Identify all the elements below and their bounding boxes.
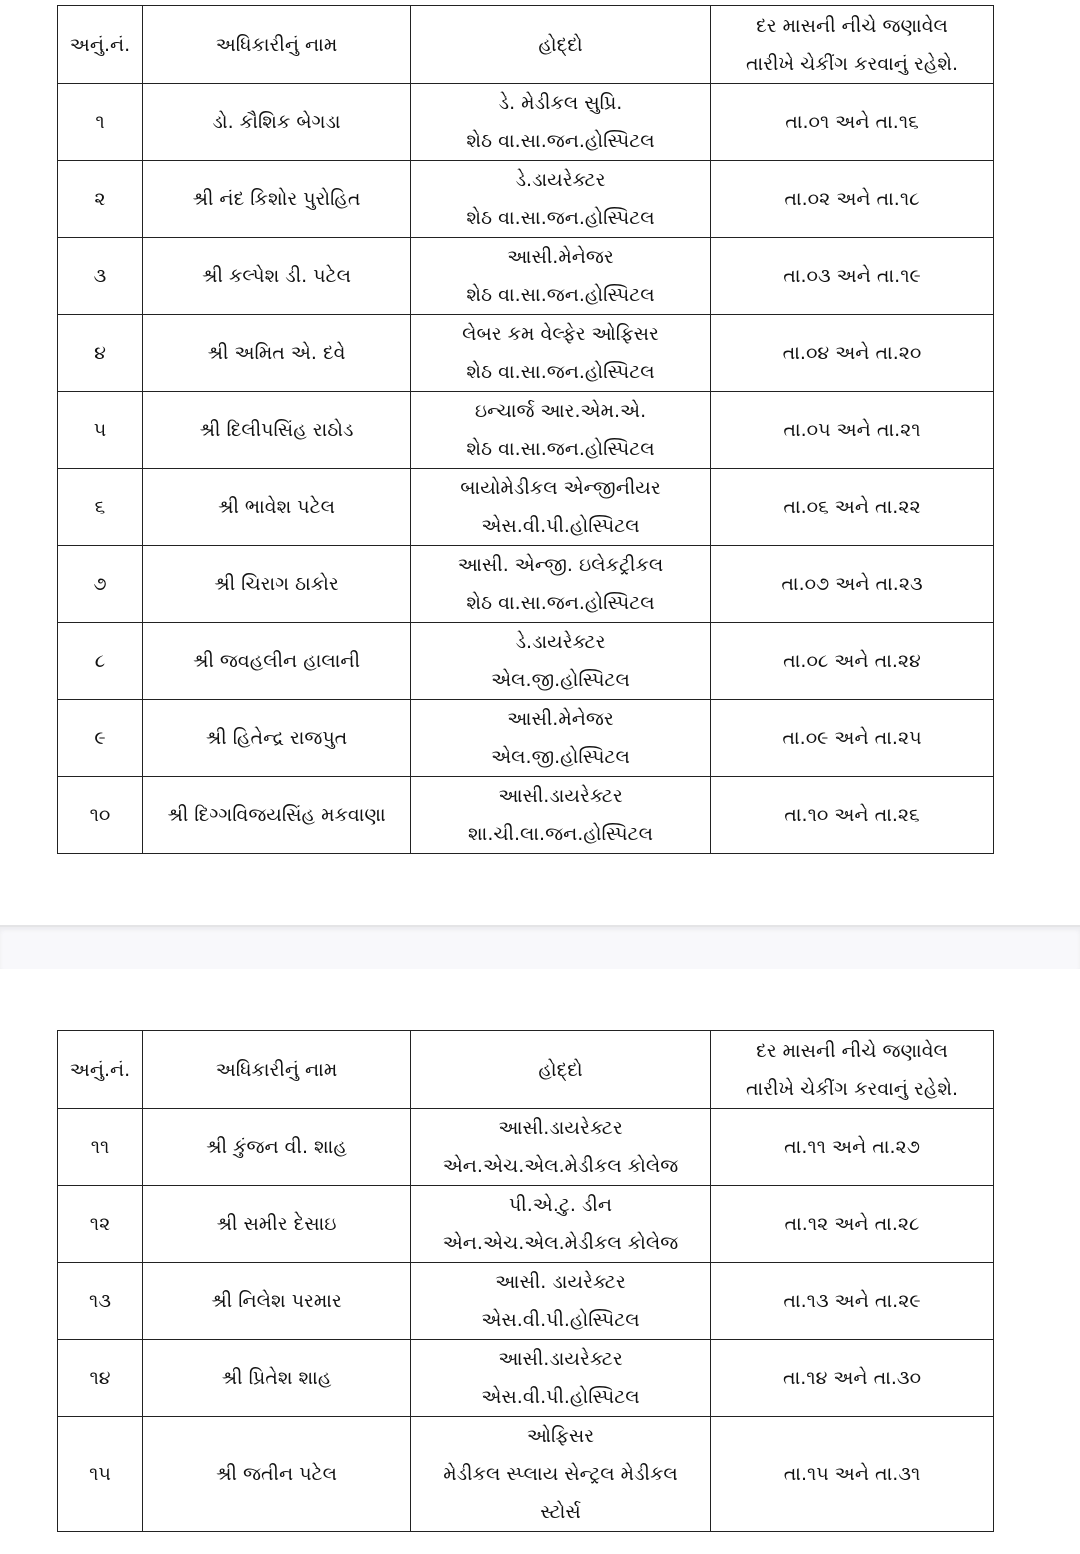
designation-cell — [411, 777, 711, 854]
serial-number: ૧ — [95, 111, 105, 133]
table-row — [58, 1109, 994, 1186]
designation-cell — [411, 700, 711, 777]
designation-line1: આસી. એન્જી. ઇલેકટ્રીકલ — [457, 554, 664, 576]
designation-line2: મેડીકલ સ્પ્લાય સેન્ટ્રલ મેડીકલ — [443, 1463, 678, 1485]
serial-cell — [58, 1186, 143, 1263]
header-row — [58, 1031, 994, 1109]
table-row — [58, 315, 994, 392]
header-designation-label: હોદ્દો — [538, 1058, 583, 1081]
serial-number: ૧૫ — [89, 1463, 111, 1485]
serial-number: ૩ — [93, 265, 107, 287]
checking-dates-cell — [711, 777, 994, 854]
checking-dates-cell — [711, 315, 994, 392]
designation-cell — [411, 392, 711, 469]
header-designation — [411, 1031, 711, 1109]
serial-cell — [58, 1417, 143, 1532]
officer-name: શ્રી જવહલીન હાલાની — [192, 650, 361, 672]
table-row — [58, 84, 994, 161]
designation-cell — [411, 315, 711, 392]
designation-line2: શેઠ વા.સા.જન.હોસ્પિટલ — [466, 438, 655, 460]
checking-schedule-table-2 — [57, 1030, 994, 1532]
checking-dates-cell — [711, 1340, 994, 1417]
designation-line2: એન.એચ.એલ.મેડીકલ કોલેજ — [442, 1155, 679, 1177]
table-row — [58, 1263, 994, 1340]
header-dates — [711, 6, 994, 84]
table-row — [58, 392, 994, 469]
checking-dates: તા.૦૮ અને તા.૨૪ — [783, 650, 921, 672]
officer-name: શ્રી સમીર દેસાઇ — [216, 1213, 337, 1235]
officer-name: શ્રી દિગ્ગવિજયસિંહ મકવાણા — [167, 804, 386, 826]
checking-dates: તા.૦૬ અને તા.૨૨ — [783, 496, 921, 518]
officer-name: શ્રી અમિત એ. દવે — [207, 342, 346, 364]
designation-line1: આસી. ડાયરેક્ટર — [495, 1271, 626, 1293]
serial-number: ૧૧ — [90, 1136, 110, 1158]
checking-dates-cell — [711, 1186, 994, 1263]
officer-name: શ્રી દિલીપસિંહ રાઠોડ — [199, 419, 354, 441]
header-name-label: અધિકારીનું નામ — [215, 33, 338, 56]
designation-line1: આસી.મેનેજર — [507, 708, 614, 730]
officer-name-cell — [143, 84, 411, 161]
checking-dates: તા.૦૫ અને તા.૨૧ — [783, 419, 921, 441]
checking-dates: તા.૧૨ અને તા.૨૮ — [784, 1213, 920, 1235]
officer-name-cell — [143, 238, 411, 315]
designation-cell — [411, 1263, 711, 1340]
checking-dates-cell — [711, 392, 994, 469]
designation-line3: સ્ટોર્સ — [540, 1501, 581, 1523]
serial-cell — [58, 777, 143, 854]
serial-cell — [58, 623, 143, 700]
designation-cell — [411, 623, 711, 700]
designation-cell — [411, 84, 711, 161]
checking-dates-cell — [711, 161, 994, 238]
checking-dates: તા.૦૯ અને તા.૨૫ — [782, 727, 922, 749]
header-dates-line2: તારીખે ચેકીંગ કરવાનું રહેશે. — [745, 52, 959, 75]
designation-line2: એલ.જી.હોસ્પિટલ — [491, 669, 630, 691]
checking-dates: તા.૧૫ અને તા.૩૧ — [783, 1463, 921, 1485]
officer-name: ડો. કૌશિક બેગડા — [212, 111, 341, 133]
designation-line2: શેઠ વા.સા.જન.હોસ્પિટલ — [466, 130, 655, 152]
designation-line2: શા.ચી.લા.જન.હોસ્પિટલ — [468, 823, 653, 845]
serial-number: ૧૦ — [89, 804, 111, 826]
serial-cell — [58, 315, 143, 392]
checking-schedule-table-1 — [57, 5, 994, 854]
checking-dates-cell — [711, 623, 994, 700]
officer-name-cell — [143, 777, 411, 854]
serial-number: ૨ — [94, 188, 106, 210]
designation-cell — [411, 238, 711, 315]
page-separator — [0, 925, 1080, 969]
designation-line1: લેબર કમ વેલ્ફેર ઓફિસર — [462, 323, 659, 345]
officer-name-cell — [143, 700, 411, 777]
checking-dates-cell — [711, 546, 994, 623]
serial-cell — [58, 546, 143, 623]
officer-name-cell — [143, 1340, 411, 1417]
officer-name: શ્રી કુંજન વી. શાહ — [206, 1136, 347, 1158]
header-designation-label: હોદ્દો — [538, 33, 583, 56]
serial-cell — [58, 392, 143, 469]
table-row — [58, 777, 994, 854]
designation-line2: એન.એચ.એલ.મેડીકલ કોલેજ — [442, 1232, 679, 1254]
designation-cell — [411, 1186, 711, 1263]
designation-line1: ડે.ડાયરેક્ટર — [515, 169, 606, 191]
header-sr — [58, 6, 143, 84]
checking-dates: તા.૦૨ અને તા.૧૮ — [784, 188, 920, 210]
serial-number: ૪ — [94, 342, 106, 364]
serial-number: ૯ — [94, 727, 106, 749]
designation-line1: ઓફિસર — [526, 1425, 595, 1447]
officer-name-cell — [143, 1109, 411, 1186]
officer-name-cell — [143, 1186, 411, 1263]
serial-cell — [58, 161, 143, 238]
officer-name: શ્રી નંદ કિશોર પુરોહિત — [192, 188, 361, 210]
designation-line1: પી.એ.ટુ. ડીન — [508, 1194, 613, 1216]
officer-name-cell — [143, 1263, 411, 1340]
designation-line2: શેઠ વા.સા.જન.હોસ્પિટલ — [466, 207, 655, 229]
officer-name-cell — [143, 392, 411, 469]
officer-name: શ્રી પ્રિતેશ શાહ — [221, 1367, 332, 1389]
serial-cell — [58, 238, 143, 315]
header-sr-label: અનું.નં. — [69, 1058, 131, 1081]
checking-dates-cell — [711, 238, 994, 315]
designation-line1: આસી.ડાયરેક્ટર — [498, 785, 623, 807]
officer-name-cell — [143, 315, 411, 392]
designation-line2: એસ.વી.પી.હોસ્પિટલ — [481, 1309, 640, 1331]
serial-number: ૧૩ — [89, 1290, 111, 1312]
header-name — [143, 1031, 411, 1109]
checking-dates-cell — [711, 1263, 994, 1340]
officer-name-cell — [143, 623, 411, 700]
checking-dates: તા.૧૩ અને તા.૨૯ — [783, 1290, 921, 1312]
header-name-label: અધિકારીનું નામ — [215, 1058, 338, 1081]
designation-line2: શેઠ વા.સા.જન.હોસ્પિટલ — [466, 592, 655, 614]
checking-dates-cell — [711, 1109, 994, 1186]
designation-line2: શેઠ વા.સા.જન.હોસ્પિટલ — [466, 284, 655, 306]
officer-name: શ્રી જતીન પટેલ — [216, 1463, 337, 1485]
officer-name-cell — [143, 469, 411, 546]
table-row — [58, 469, 994, 546]
designation-line2: શેઠ વા.સા.જન.હોસ્પિટલ — [466, 361, 655, 383]
checking-dates: તા.૦૪ અને તા.૨૦ — [782, 342, 922, 364]
header-dates — [711, 1031, 994, 1109]
table-row — [58, 623, 994, 700]
serial-cell — [58, 469, 143, 546]
designation-cell — [411, 1417, 711, 1532]
checking-dates-cell — [711, 84, 994, 161]
table-row — [58, 700, 994, 777]
designation-cell — [411, 469, 711, 546]
officer-name: શ્રી ભાવેશ પટેલ — [217, 496, 336, 518]
serial-number: ૫ — [93, 419, 107, 441]
serial-cell — [58, 84, 143, 161]
header-name — [143, 6, 411, 84]
header-dates-line1: દર માસની નીચે જણાવેલ — [756, 1039, 948, 1062]
serial-cell — [58, 1263, 143, 1340]
serial-number: ૭ — [93, 573, 107, 595]
serial-number: ૬ — [94, 496, 106, 518]
checking-dates-cell — [711, 469, 994, 546]
checking-dates-cell — [711, 1417, 994, 1532]
officer-name: શ્રી કલ્પેશ ડી. પટેલ — [202, 265, 351, 287]
table-row — [58, 238, 994, 315]
designation-line2: એલ.જી.હોસ્પિટલ — [491, 746, 630, 768]
checking-dates: તા.૧૧ અને તા.૨૭ — [784, 1136, 920, 1158]
designation-cell — [411, 546, 711, 623]
designation-line2: એસ.વી.પી.હોસ્પિટલ — [481, 1386, 640, 1408]
designation-line1: આસી.ડાયરેક્ટર — [498, 1117, 623, 1139]
header-dates-line1: દર માસની નીચે જણાવેલ — [756, 14, 948, 37]
designation-cell — [411, 1340, 711, 1417]
checking-dates-cell — [711, 700, 994, 777]
header-row — [58, 6, 994, 84]
table-row — [58, 1340, 994, 1417]
designation-line1: આસી.ડાયરેક્ટર — [498, 1348, 623, 1370]
checking-dates: તા.૦૩ અને તા.૧૯ — [783, 265, 921, 287]
serial-number: ૧૨ — [89, 1213, 111, 1235]
header-sr-label: અનું.નં. — [69, 33, 131, 56]
table-row — [58, 161, 994, 238]
header-designation — [411, 6, 711, 84]
serial-cell — [58, 1340, 143, 1417]
header-sr — [58, 1031, 143, 1109]
officer-name: શ્રી ચિરાગ ઠાકોર — [214, 573, 339, 595]
table-row — [58, 546, 994, 623]
designation-line1: બાયોમેડીકલ એન્જીનીયર — [460, 477, 661, 499]
serial-cell — [58, 1109, 143, 1186]
checking-dates: તા.૦૧ અને તા.૧૬ — [785, 111, 919, 133]
designation-line1: આસી.મેનેજર — [507, 246, 614, 268]
serial-number: ૮ — [94, 650, 106, 672]
officer-name: શ્રી નિલેશ પરમાર — [211, 1290, 342, 1312]
checking-dates: તા.૧૪ અને તા.૩૦ — [782, 1367, 922, 1389]
designation-line1: ઇન્ચાર્જ આર.એમ.એ. — [474, 400, 647, 422]
checking-dates: તા.૦૭ અને તા.૨૩ — [781, 573, 923, 595]
designation-cell — [411, 161, 711, 238]
officer-name-cell — [143, 546, 411, 623]
designation-cell — [411, 1109, 711, 1186]
officer-name: શ્રી હિતેન્દ્ર રાજપુત — [205, 727, 348, 749]
designation-line1: ડે. મેડીકલ સુપ્રિ. — [498, 92, 623, 114]
designation-line1: ડે.ડાયરેક્ટર — [515, 631, 606, 653]
table-row — [58, 1186, 994, 1263]
checking-dates: તા.૧૦ અને તા.૨૬ — [784, 804, 920, 826]
serial-number: ૧૪ — [89, 1367, 111, 1389]
table-row — [58, 1417, 994, 1532]
officer-name-cell — [143, 1417, 411, 1532]
designation-line2: એસ.વી.પી.હોસ્પિટલ — [481, 515, 640, 537]
header-dates-line2: તારીખે ચેકીંગ કરવાનું રહેશે. — [745, 1077, 959, 1100]
officer-name-cell — [143, 161, 411, 238]
serial-cell — [58, 700, 143, 777]
